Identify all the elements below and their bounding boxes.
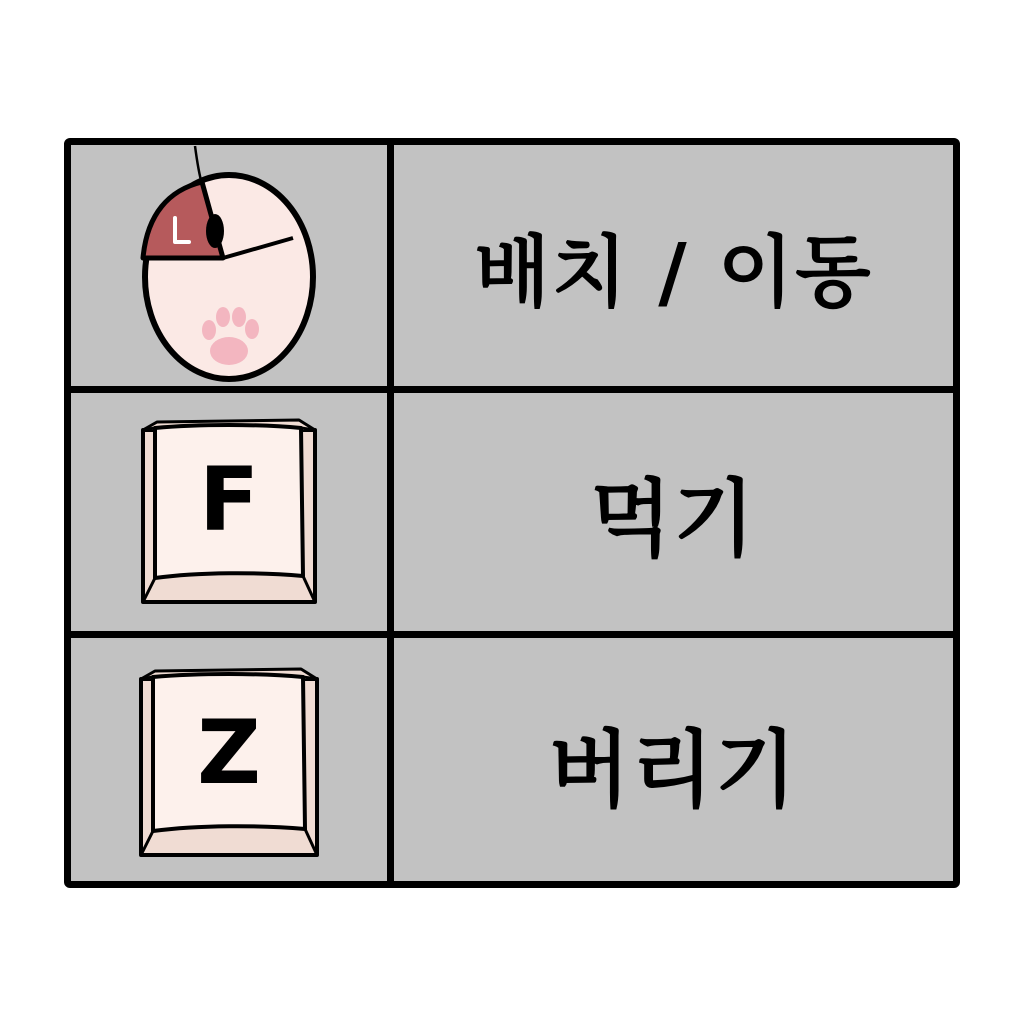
controls-table [64,138,960,888]
control-icon-cell [71,145,387,386]
column-divider [387,145,394,881]
key-letter: F [198,448,260,551]
control-icon-cell [71,638,387,888]
control-icon-cell [71,393,387,631]
row-divider [71,386,953,393]
action-label: 버리기 [548,720,799,819]
action-label: 배치 / 이동 [474,227,873,318]
control-action-cell [394,145,953,386]
row-divider [71,631,953,638]
control-action-cell [394,393,953,631]
key-letter: Z [197,701,261,804]
control-action-cell [394,638,953,888]
mouse-left-click-icon [129,146,329,386]
keycap-f-icon [139,418,319,606]
action-label: 먹기 [590,469,757,568]
keycap-z-icon [137,667,321,859]
